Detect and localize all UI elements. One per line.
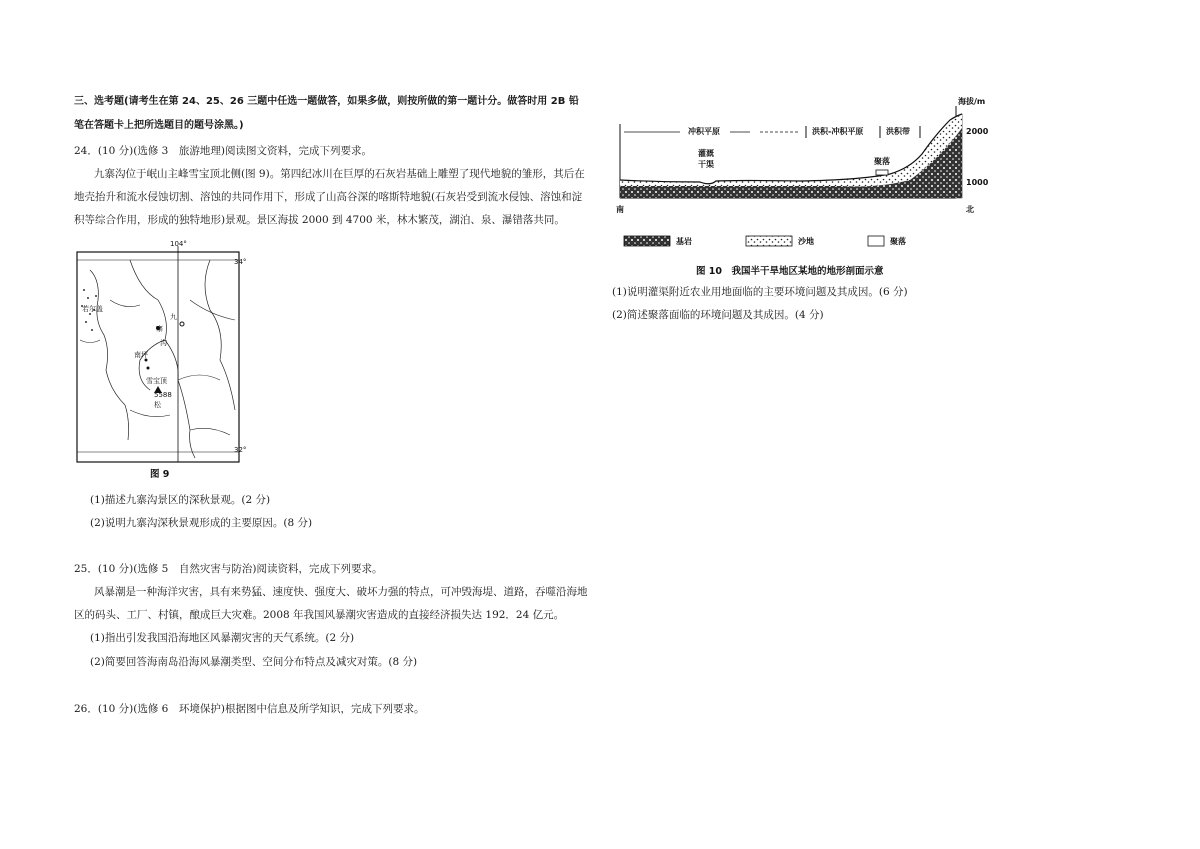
figure-10-caption: 图 10 我国半干旱地区某地的地形剖面示意 — [696, 266, 884, 277]
north-label: 北 — [966, 205, 974, 214]
y-tick-1000: 1000 — [966, 178, 989, 187]
longitude-label: 104° — [170, 240, 187, 248]
q24-paragraph-line1: 九寨沟位于岷山主峰雪宝顶北侧(图 9)。第四纪冰川在巨厚的石灰岩基础上雕塑了现代地貌的雏形，其后在 — [94, 168, 585, 180]
q24-question-1: (1)描述九寨沟景区的深秋景观。(2 分) — [90, 494, 271, 506]
figure-9-map — [70, 240, 260, 480]
section-header-line2: 笔在答题卡上把所选题目的题号涂黑。) — [74, 120, 244, 131]
q24-paragraph-line3: 积等综合作用，形成的独特地形)景观。景区海拔 2000 到 4700 米，林木繁茂，湖泊、泉、瀑错落共同。 — [74, 214, 565, 226]
place-xuebaoding: 雪宝顶 — [146, 377, 167, 385]
section-header-line1: 三、选考题(请考生在第 24、25、26 三题中任选一题做答，如果多做，则按所做的第一题计分。做答时用 2B 铅 — [74, 96, 579, 107]
zone-proluvial-alluvial-plain: 洪积-冲积平原 — [812, 127, 864, 136]
place-zhai: 寨 — [156, 325, 163, 333]
q25-paragraph-line2: 区的码头、工厂、村镇，酿成巨大灾难。2008 年我国风暴潮灾害造成的直接经济损失达 192．24 亿元。 — [74, 609, 565, 621]
latitude-bottom-label: 32° — [234, 446, 247, 454]
zone-alluvial-plain: 冲积平原 — [688, 127, 720, 136]
place-jiu: 九 — [170, 313, 177, 321]
q25-title: 25．(10 分)(选修 5 自然灾害与防治)阅读资料，完成下列要求。 — [74, 563, 383, 575]
q24-title: 24．(10 分)(选修 3 旅游地理)阅读图文资料，完成下列要求。 — [74, 145, 372, 157]
q25-question-2: (2)简要回答海南岛沿海风暴潮类型、空间分布特点及减灾对策。(8 分) — [90, 656, 418, 668]
q26-question-1: (1)说明灌渠附近农业用地面临的主要环境问题及其成因。(6 分) — [612, 286, 908, 298]
q24-paragraph-line2: 地壳抬升和流水侵蚀切割、溶蚀的共同作用下，形成了山高谷深的喀斯特地貌(石灰岩受到流水侵蚀、溶蚀和淀 — [74, 191, 583, 203]
place-nanping: 南坪 — [134, 351, 148, 359]
settlement-label: 聚落 — [874, 157, 890, 166]
south-label: 南 — [616, 205, 624, 214]
legend-bedrock: 基岩 — [676, 237, 692, 246]
figure-9-caption: 图 9 — [150, 469, 170, 480]
q24-question-2: (2)说明九寨沟深秋景观形成的主要原因。(8 分) — [90, 517, 313, 529]
place-ruoergai: 若尔盖 — [82, 305, 103, 313]
latitude-top-label: 34° — [234, 258, 247, 266]
canal-label-1: 灌溉 — [698, 149, 714, 158]
legend-sand: 沙地 — [798, 237, 814, 246]
q26-question-2: (2)简述聚落面临的环境问题及其成因。(4 分) — [612, 309, 824, 321]
place-song: 松 — [154, 401, 161, 409]
q26-title: 26．(10 分)(选修 6 环境保护)根据图中信息及所学知识，完成下列要求。 — [74, 703, 425, 715]
y-tick-2000: 2000 — [966, 127, 989, 136]
canal-label-2: 干渠 — [698, 160, 714, 169]
elevation-label: 5588 — [154, 391, 172, 399]
place-gou: 沟 — [160, 339, 167, 347]
zone-proluvial-belt: 洪积带 — [886, 127, 910, 136]
figure-10-profile — [600, 88, 1020, 288]
y-axis-title: 海拔/m — [958, 97, 986, 106]
q25-paragraph-line1: 风暴潮是一种海洋灾害，具有来势猛、速度快、强度大、破坏力强的特点，可冲毁海堤、道路，吞噬沿海地 — [94, 586, 588, 598]
legend-settlement: 聚落 — [890, 237, 906, 246]
q25-question-1: (1)指出引发我国沿海地区风暴潮灾害的天气系统。(2 分) — [90, 632, 355, 644]
